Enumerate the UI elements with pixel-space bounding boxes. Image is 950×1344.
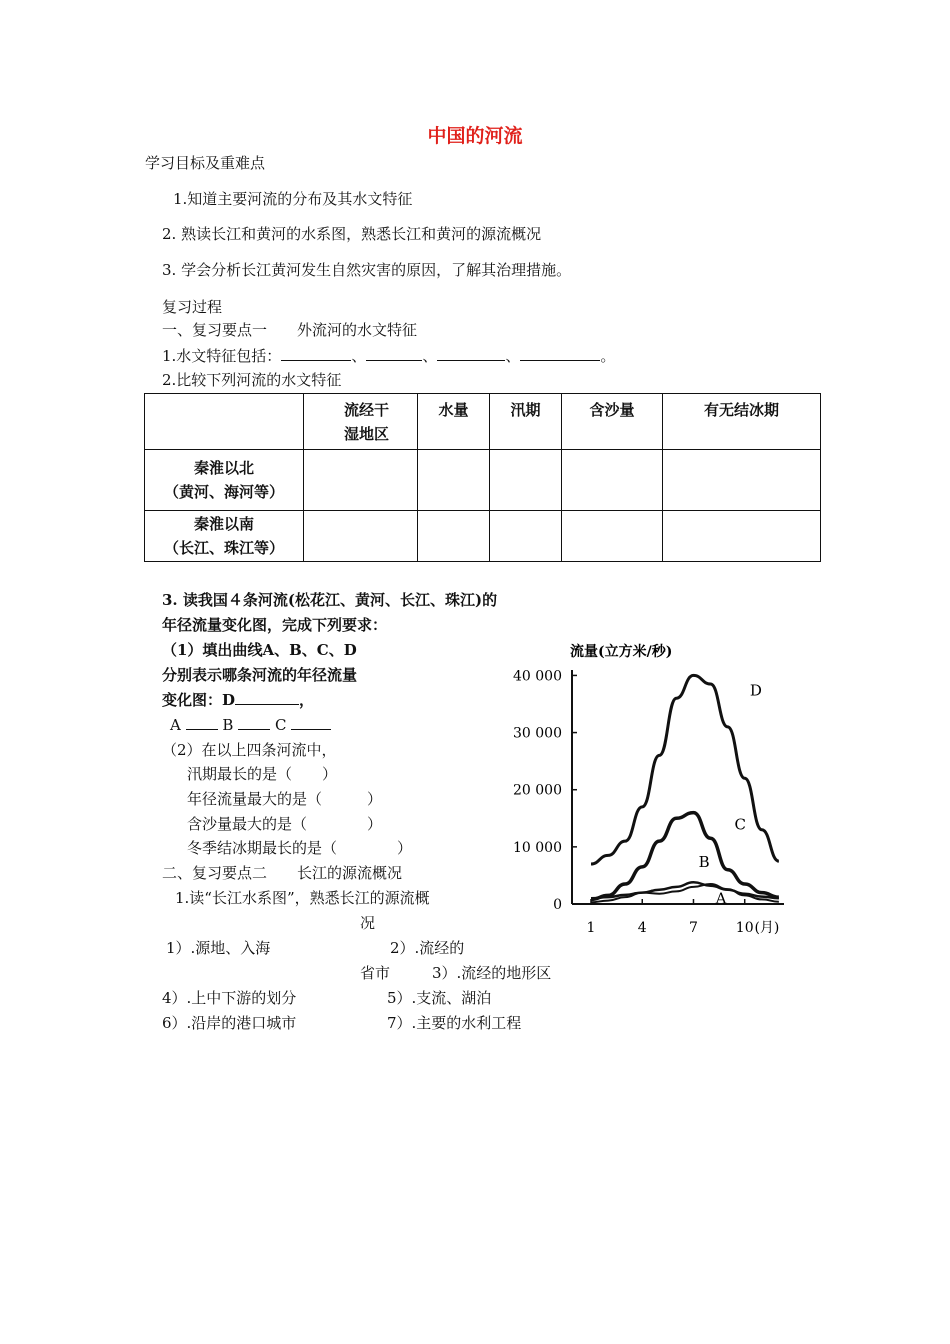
row-label-line: 秦淮以南 <box>193 515 254 533</box>
sub2-item-2: 年径流量最大的是（ ） <box>187 790 383 808</box>
answer-blank[interactable] <box>366 346 422 361</box>
row-label-line: （黄河、海河等） <box>163 483 284 501</box>
header-freeze <box>663 394 821 450</box>
header-label: 汛期 <box>510 401 541 419</box>
sub2-item-4: 冬季结冰期最长的是（ ） <box>187 839 413 857</box>
point2-sub-1: 1）.源地、入海 <box>166 939 271 957</box>
answer-cell[interactable] <box>490 511 562 562</box>
question-1 <box>162 346 615 366</box>
separator: 、 <box>505 347 521 365</box>
series-line-c <box>591 813 779 900</box>
question-3-sub1-b: 分别表示哪条河流的年径流量 <box>162 666 358 684</box>
question-3-line-2: 年径流量变化图，完成下列要求： <box>162 616 388 634</box>
label-a: A <box>170 716 186 734</box>
separator: 、 <box>422 347 438 365</box>
x-tick-label: 7 <box>689 920 698 936</box>
page-title: 中国的河流 <box>427 125 523 147</box>
y-tick-label: 30 000 <box>513 725 562 742</box>
answer-blank-b[interactable] <box>238 715 270 730</box>
question-3-line-1: 3. 读我国４条河流(松花江、黄河、长江、珠江)的 <box>162 591 498 609</box>
period: 。 <box>600 347 616 365</box>
series-label-b: B <box>698 852 710 871</box>
point2-item-1: 1.读“长江水系图”，熟悉长江的源流概 <box>175 889 430 907</box>
answer-cell[interactable] <box>562 511 663 562</box>
review-point-2: 二、复习要点二 长江的源流概况 <box>162 864 403 882</box>
answer-blank[interactable] <box>437 346 505 361</box>
header-flood-season <box>490 394 562 450</box>
x-tick-label: 4 <box>637 920 647 936</box>
sub2-item-1: 汛期最长的是（ ） <box>187 765 338 783</box>
answer-cell[interactable] <box>418 511 490 562</box>
point2-sub-7: 7）.主要的水利工程 <box>387 1014 522 1032</box>
table-header-row <box>145 394 821 450</box>
answer-cell[interactable] <box>490 450 562 511</box>
answer-cell[interactable] <box>663 511 821 562</box>
question-1-prefix: 1.水文特征包括： <box>162 347 282 365</box>
label-c: C <box>274 716 292 734</box>
row-label-line: （长江、珠江等） <box>163 539 284 557</box>
y-tick-label: 10 000 <box>513 839 562 856</box>
y-axis-label: 流量(立方米/秒) <box>570 644 673 660</box>
table-corner-cell <box>145 394 304 450</box>
x-tick-label: 1 <box>586 920 596 936</box>
series-line-d <box>591 675 779 864</box>
sub2-item-3: 含沙量最大的是（ ） <box>187 815 383 833</box>
row-label-north <box>145 450 304 511</box>
answer-cell[interactable] <box>418 450 490 511</box>
comparison-table <box>144 393 821 562</box>
question-3-sub1-c <box>162 690 314 710</box>
table-row <box>145 450 821 511</box>
point2-sub-2: 2）.流经的 <box>390 939 465 957</box>
y-tick-label: 20 000 <box>513 782 562 799</box>
answer-blank-a[interactable] <box>186 715 218 730</box>
question-3-sub1-a: （1）填出曲线A、B、C、D <box>162 641 357 659</box>
separator: 、 <box>351 347 367 365</box>
objective-item-2: 2. 熟读长江和黄河的水系图，熟悉长江和黄河的源流概况 <box>162 225 542 243</box>
header-label: 含沙量 <box>589 401 635 419</box>
objectives-heading: 学习目标及重难点 <box>145 154 266 172</box>
label-b: B <box>222 716 239 734</box>
review-point-1: 一、复习要点一 外流河的水文特征 <box>162 321 418 339</box>
review-heading: 复习过程 <box>162 298 223 316</box>
point2-sub-4: 4）.上中下游的划分 <box>162 989 297 1007</box>
table-row <box>145 511 821 562</box>
answer-cell[interactable] <box>663 450 821 511</box>
x-axis-label: (月) <box>754 920 780 936</box>
header-label: 流经干 湿地区 <box>344 401 390 443</box>
header-wet-dry <box>304 394 418 450</box>
answer-blank-d[interactable] <box>235 690 299 705</box>
row-label-south <box>145 511 304 562</box>
answer-cell[interactable] <box>304 511 418 562</box>
question-2: 2.比较下列河流的水文特征 <box>162 371 342 389</box>
y-tick-label: 40 000 <box>513 668 562 685</box>
answer-cell[interactable] <box>562 450 663 511</box>
question-3-sub1-d <box>170 715 331 735</box>
series-label-c: C <box>734 815 746 834</box>
answer-blank-c[interactable] <box>291 715 331 730</box>
runoff-chart <box>505 632 805 942</box>
header-sediment <box>562 394 663 450</box>
objective-item-1: 1.知道主要河流的分布及其水文特征 <box>173 190 413 208</box>
row-label-line: 秦淮以北 <box>193 459 254 477</box>
question-3-sub2: （2）在以上四条河流中， <box>162 741 337 759</box>
point2-sub-2-cont: 省市 <box>360 964 391 982</box>
header-volume <box>418 394 490 450</box>
point2-sub-6: 6）.沿岸的港口城市 <box>162 1014 297 1032</box>
series-label-a: A <box>715 889 727 908</box>
y-tick-label: 0 <box>553 897 562 913</box>
header-label: 水量 <box>438 401 469 419</box>
objective-item-3: 3. 学会分析长江黄河发生自然灾害的原因，了解其治理措施。 <box>162 261 572 279</box>
comma: ， <box>299 691 315 709</box>
point2-sub-5: 5）.支流、湖泊 <box>387 989 492 1007</box>
answer-cell[interactable] <box>304 450 418 511</box>
answer-blank[interactable] <box>520 346 600 361</box>
point2-item-1-cont: 况 <box>360 914 376 932</box>
point2-sub-3: 3）.流经的地形区 <box>432 964 552 982</box>
header-label: 有无结冰期 <box>703 401 779 419</box>
series-label-d: D <box>749 681 762 700</box>
answer-blank[interactable] <box>281 346 351 361</box>
x-tick-label: 10 <box>735 920 754 936</box>
label-d: 变化图：D <box>162 691 236 709</box>
